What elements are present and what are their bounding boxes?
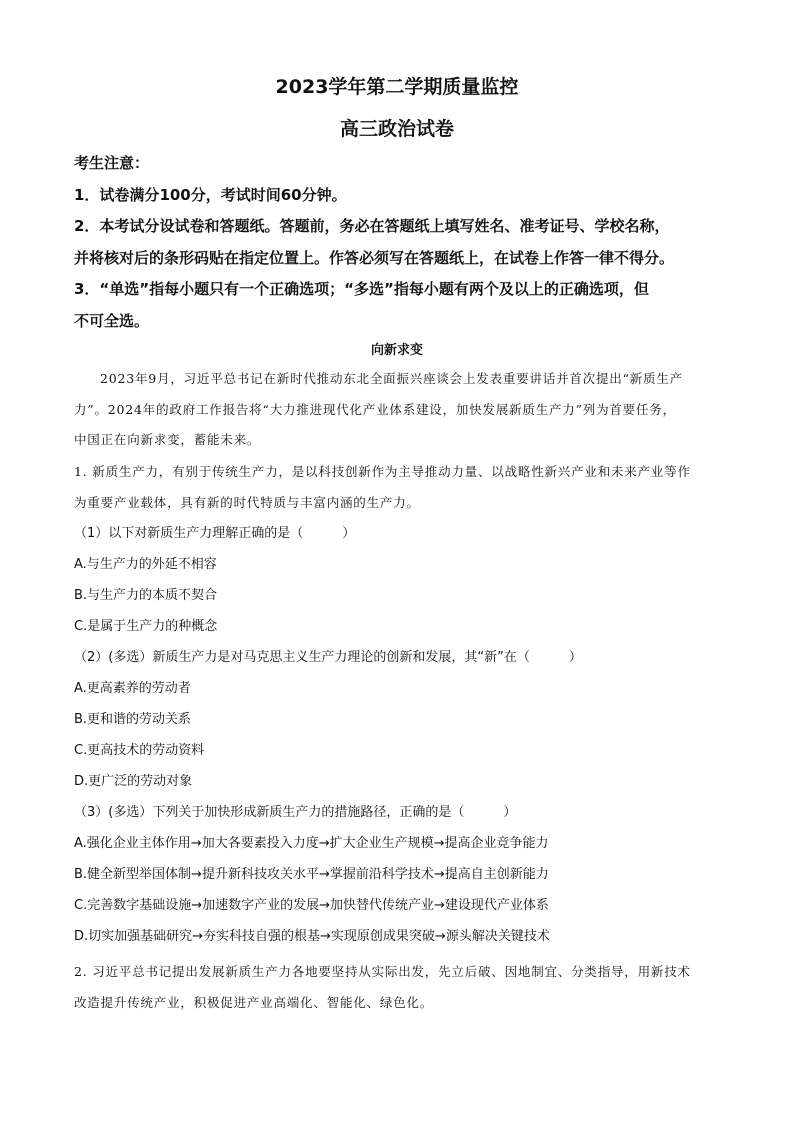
- sub3-prompt: （3）(多选）下列关于加快形成新质生产力的措施路径，正确的是（ ）: [74, 805, 517, 820]
- sub2-option-d: D.更广泛的劳动对象: [74, 774, 193, 789]
- sub3-option-d: D.切实加强基础研究→夯实科技自强的根基→实现原创成果突破→源头解决关键技术: [74, 929, 550, 944]
- sub2-option-b: B.更和谐的劳动关系: [74, 712, 192, 727]
- note-3-line-1: 3．“单选”指每小题只有一个正确选项；“多选”指每小题有两个及以上的正确选项，但: [74, 280, 649, 298]
- sub1-prompt: （1）以下对新质生产力理解正确的是（ ）: [74, 526, 356, 541]
- section-title: 向新求变: [370, 343, 423, 358]
- sub3-option-c: C.完善数字基础设施→加速数字产业的发展→加快替代传统产业→建设现代产业体系: [74, 898, 549, 913]
- notes-heading: 考生注意：: [74, 154, 150, 172]
- sub1-option-a: A.与生产力的外延不相容: [74, 557, 217, 572]
- sub3-option-a: A.强化企业主体作用→加大各要素投入力度→扩大企业生产规模→提高企业竞争能力: [74, 836, 549, 851]
- note-1: 1．试卷满分100分，考试时间60分钟。: [74, 185, 347, 204]
- question-1-subquestions: [74, 518, 724, 952]
- exam-subtitle: 高三政治试卷: [339, 118, 454, 140]
- intro-line-3: 中国正在向新求变，蓄能未来。: [74, 432, 261, 447]
- sub3-option-b: B.健全新型举国体制→提升新科技攻关水平→掌握前沿科学技术→提高自主创新能力: [74, 867, 549, 882]
- sub1-option-b: B.与生产力的本质不契合: [74, 588, 218, 603]
- q2-stem-line-2: 改造提升传统产业，积极促进产业高端化、智能化、绿色化。: [74, 994, 434, 1010]
- note-2-line-1: 2．本考试分设试卷和答题纸。答题前，务必在答题纸上填写姓名、准考证号、学校名称，: [74, 217, 670, 235]
- intro-line-2: 力”。2024年的政府工作报告将“大力推进现代化产业体系建设，加快发展新质生产力”列为首要任务，: [74, 401, 676, 417]
- sub2-option-a: A.更高素养的劳动者: [74, 681, 191, 696]
- note-2-line-2: 并将核对后的条形码贴在指定位置上。作答必须写在答题纸上，在试卷上作答一律不得分。: [74, 248, 675, 267]
- section-intro: [74, 364, 724, 456]
- sub2-prompt: （2）(多选）新质生产力是对马克思主义生产力理论的创新和发展，其“新”在（ ）: [74, 650, 582, 665]
- q2-stem-line-1: 2. 习近平总书记提出发展新质生产力各地要坚持从实际出发，先立后破、因地制宜、分类指导，用新技术: [74, 964, 691, 979]
- intro-line-1: 2023年9月，习近平总书记在新时代推动东北全面振兴座谈会上发表重要讲话并首次提出“新质生产: [100, 371, 683, 386]
- sub1-option-c: C.是属于生产力的种概念: [74, 619, 218, 634]
- question-1-stem: [74, 457, 724, 518]
- question-2-stem: [74, 957, 724, 1018]
- sub2-option-c: C.更高技术的劳动资料: [74, 743, 205, 758]
- q1-stem-line-1: 1. 新质生产力，有别于传统生产力，是以科技创新作为主导推动力量、以战略性新兴产业和未来产业等作: [74, 464, 691, 479]
- exam-title: 2023学年第二学期质量监控: [275, 76, 519, 98]
- candidate-notes: [74, 148, 724, 337]
- note-3-line-2: 不可全选。: [74, 311, 150, 330]
- q1-stem-line-2: 为重要产业载体，具有新的时代特质与丰富内涵的生产力。: [74, 494, 420, 510]
